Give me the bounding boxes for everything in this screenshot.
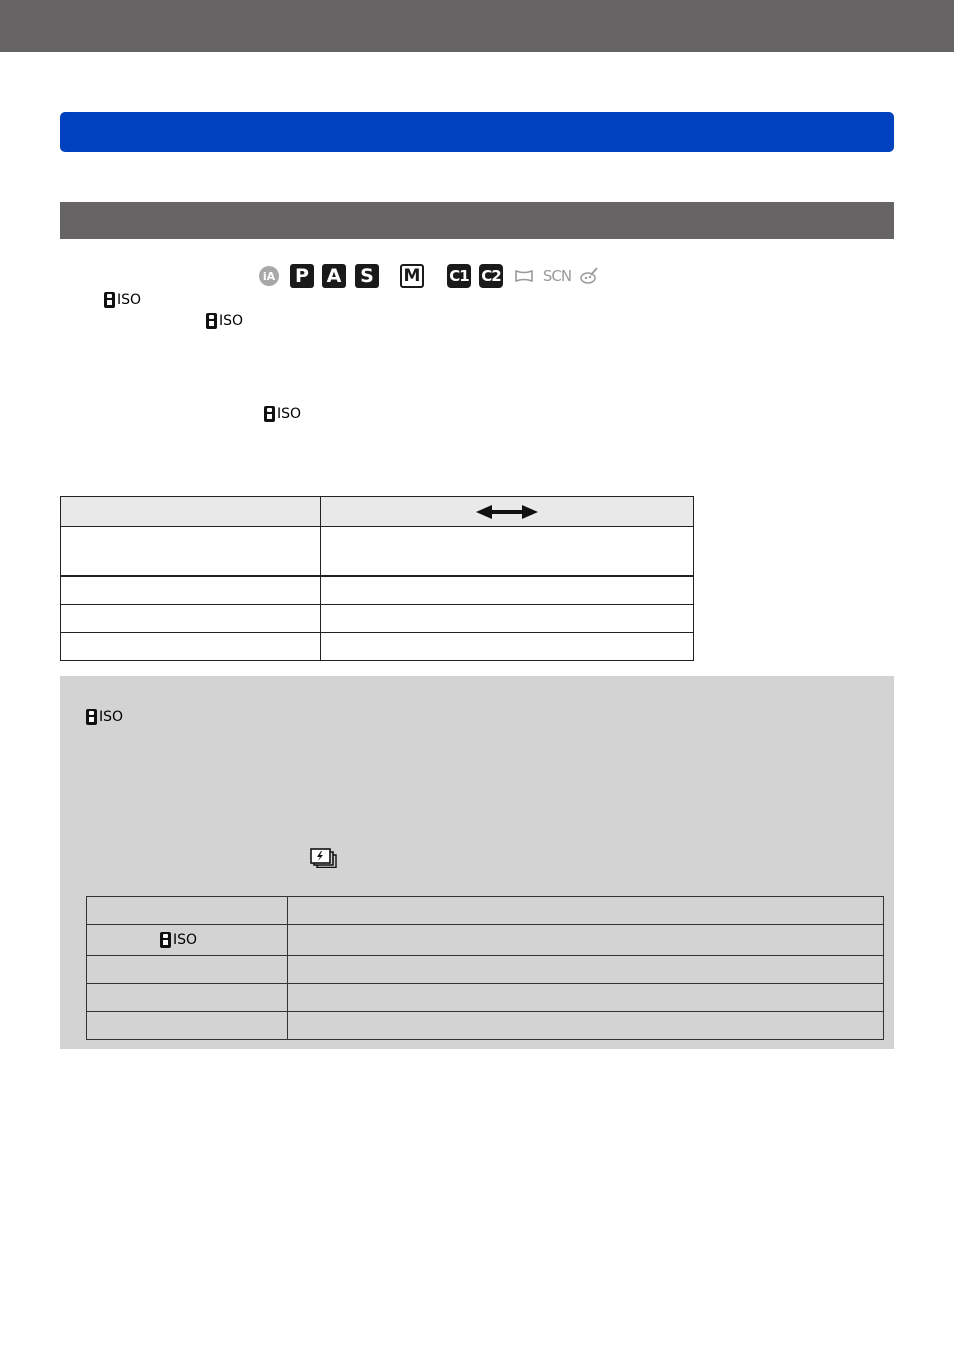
top-bar — [0, 0, 954, 52]
table-row — [87, 1012, 884, 1040]
intelligent-iso-icon — [86, 707, 123, 727]
table-cell — [321, 576, 694, 605]
iso-label: ISO — [219, 313, 244, 329]
intelligent-auto-icon: iA — [259, 266, 279, 286]
recording-mode-icons — [257, 263, 607, 289]
table-cell — [87, 984, 288, 1012]
table-header-cell — [321, 497, 694, 527]
mode-s-icon: S — [355, 264, 379, 288]
table-cell — [321, 527, 694, 577]
table-cell — [61, 576, 321, 605]
iso-label: ISO — [117, 292, 142, 308]
table-cell — [87, 897, 288, 925]
table-cell — [288, 897, 884, 925]
intelligent-iso-icon — [206, 311, 243, 331]
table-row — [87, 925, 884, 956]
mode-c2-icon: C2 — [479, 264, 503, 288]
table-cell — [321, 633, 694, 661]
iso-label: ISO — [173, 932, 198, 948]
iso-label: ISO — [277, 406, 302, 422]
table-cell — [87, 1012, 288, 1040]
scene-icon: SCN — [542, 267, 572, 285]
table-cell — [87, 925, 288, 956]
page-title-band — [60, 112, 894, 152]
table-cell — [87, 956, 288, 984]
table-header-cell — [61, 497, 321, 527]
table-row — [87, 897, 884, 925]
mode-p-icon: P — [290, 264, 314, 288]
intelligent-iso-icon — [104, 290, 141, 310]
section-header-band — [60, 202, 894, 239]
table-cell — [288, 956, 884, 984]
mode-c1-icon: C1 — [447, 264, 471, 288]
table-cell — [61, 605, 321, 633]
table-row — [87, 956, 884, 984]
table-row — [61, 527, 694, 577]
table-row — [61, 605, 694, 633]
table-cell — [321, 605, 694, 633]
table-cell — [288, 925, 884, 956]
table-header-row — [61, 497, 694, 527]
notes-table — [86, 896, 884, 1040]
panorama-icon — [513, 264, 535, 288]
table-cell — [61, 527, 321, 577]
mode-m-icon: M — [400, 264, 424, 288]
table-row — [61, 633, 694, 661]
table-cell — [288, 984, 884, 1012]
iso-settings-table — [60, 496, 694, 661]
table-row — [87, 984, 884, 1012]
burst-flash-icon — [310, 848, 337, 868]
intelligent-iso-icon — [160, 930, 197, 950]
mode-a-icon: A — [322, 264, 346, 288]
intelligent-iso-icon — [264, 404, 301, 424]
table-cell — [61, 633, 321, 661]
table-row — [61, 576, 694, 605]
iso-label: ISO — [99, 709, 124, 725]
double-arrow-icon — [476, 504, 538, 520]
creative-control-icon — [578, 264, 600, 288]
table-cell — [288, 1012, 884, 1040]
